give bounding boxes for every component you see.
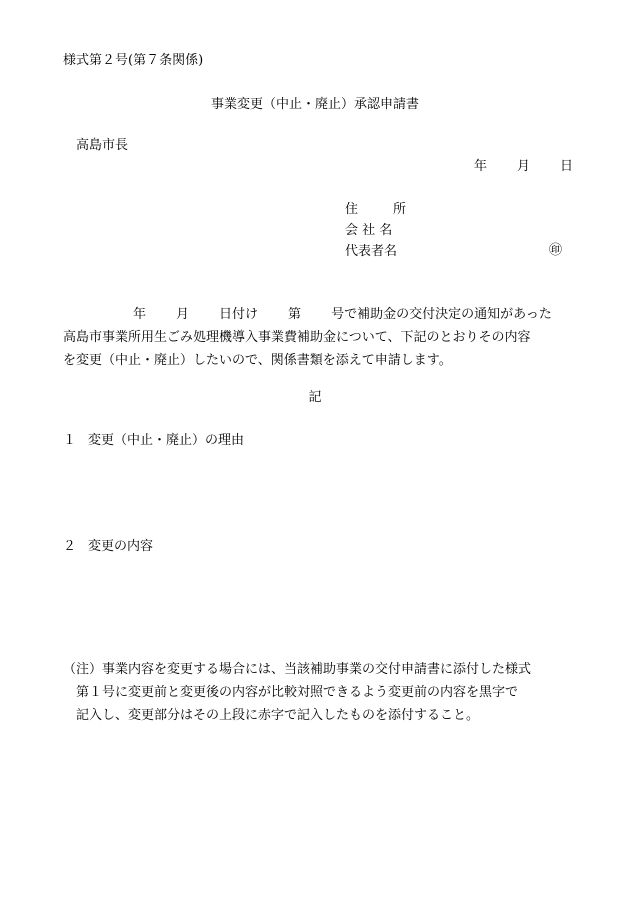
body-day: 日付け — [219, 307, 259, 322]
address-label-part2: 所 — [393, 202, 407, 217]
item-reason — [63, 432, 244, 450]
form-number: 様式第２号(第７条関係) — [63, 53, 204, 68]
body-line-1 — [63, 306, 552, 324]
address-field — [345, 201, 406, 219]
addressee: 高島市長 — [76, 138, 129, 153]
date-day-label: 日 — [560, 159, 574, 174]
item-label: 変更（中止・廃止）の理由 — [88, 433, 245, 448]
item-change-content — [63, 538, 153, 556]
note-line-1: （注）事業内容を変更する場合には、当該補助事業の交付申請書に添付した様式 — [63, 662, 532, 677]
body-line-3: を変更（中止・廃止）したいので、関係書類を添えて申請します。 — [63, 353, 452, 368]
body-month: 月 — [176, 307, 190, 322]
date-year-label: 年 — [474, 159, 488, 174]
item-number: ２ — [63, 539, 77, 554]
body-line-2: 高島市事業所用生ごみ処理機導入事業費補助金について、下記のとおりその内容 — [63, 330, 531, 345]
date-line — [474, 158, 573, 176]
body-number-prefix: 第 — [288, 307, 302, 322]
company-name-label: 会 社 名 — [345, 223, 393, 238]
note-line-3: 記入し、変更部分はその上段に赤字で記入したものを添付すること。 — [76, 708, 480, 723]
note-line-2: 第１号に変更前と変更後の内容が比較対照できるよう変更前の内容を黒字で — [76, 685, 519, 700]
address-label-part1: 住 — [345, 202, 359, 217]
company-name-field — [345, 222, 392, 240]
document-title: 事業変更（中止・廃止）承認申請書 — [210, 97, 419, 112]
item-label: 変更の内容 — [88, 539, 154, 554]
date-month-label: 月 — [517, 159, 531, 174]
body-line-1-rest: 号で補助金の交付決定の通知があった — [331, 307, 552, 322]
representative-field — [345, 243, 397, 261]
seal-mark: ㊞ — [549, 243, 563, 258]
item-number: １ — [63, 433, 77, 448]
representative-label: 代表者名 — [345, 244, 398, 259]
ki-heading: 記 — [308, 390, 322, 405]
body-year: 年 — [133, 307, 147, 322]
